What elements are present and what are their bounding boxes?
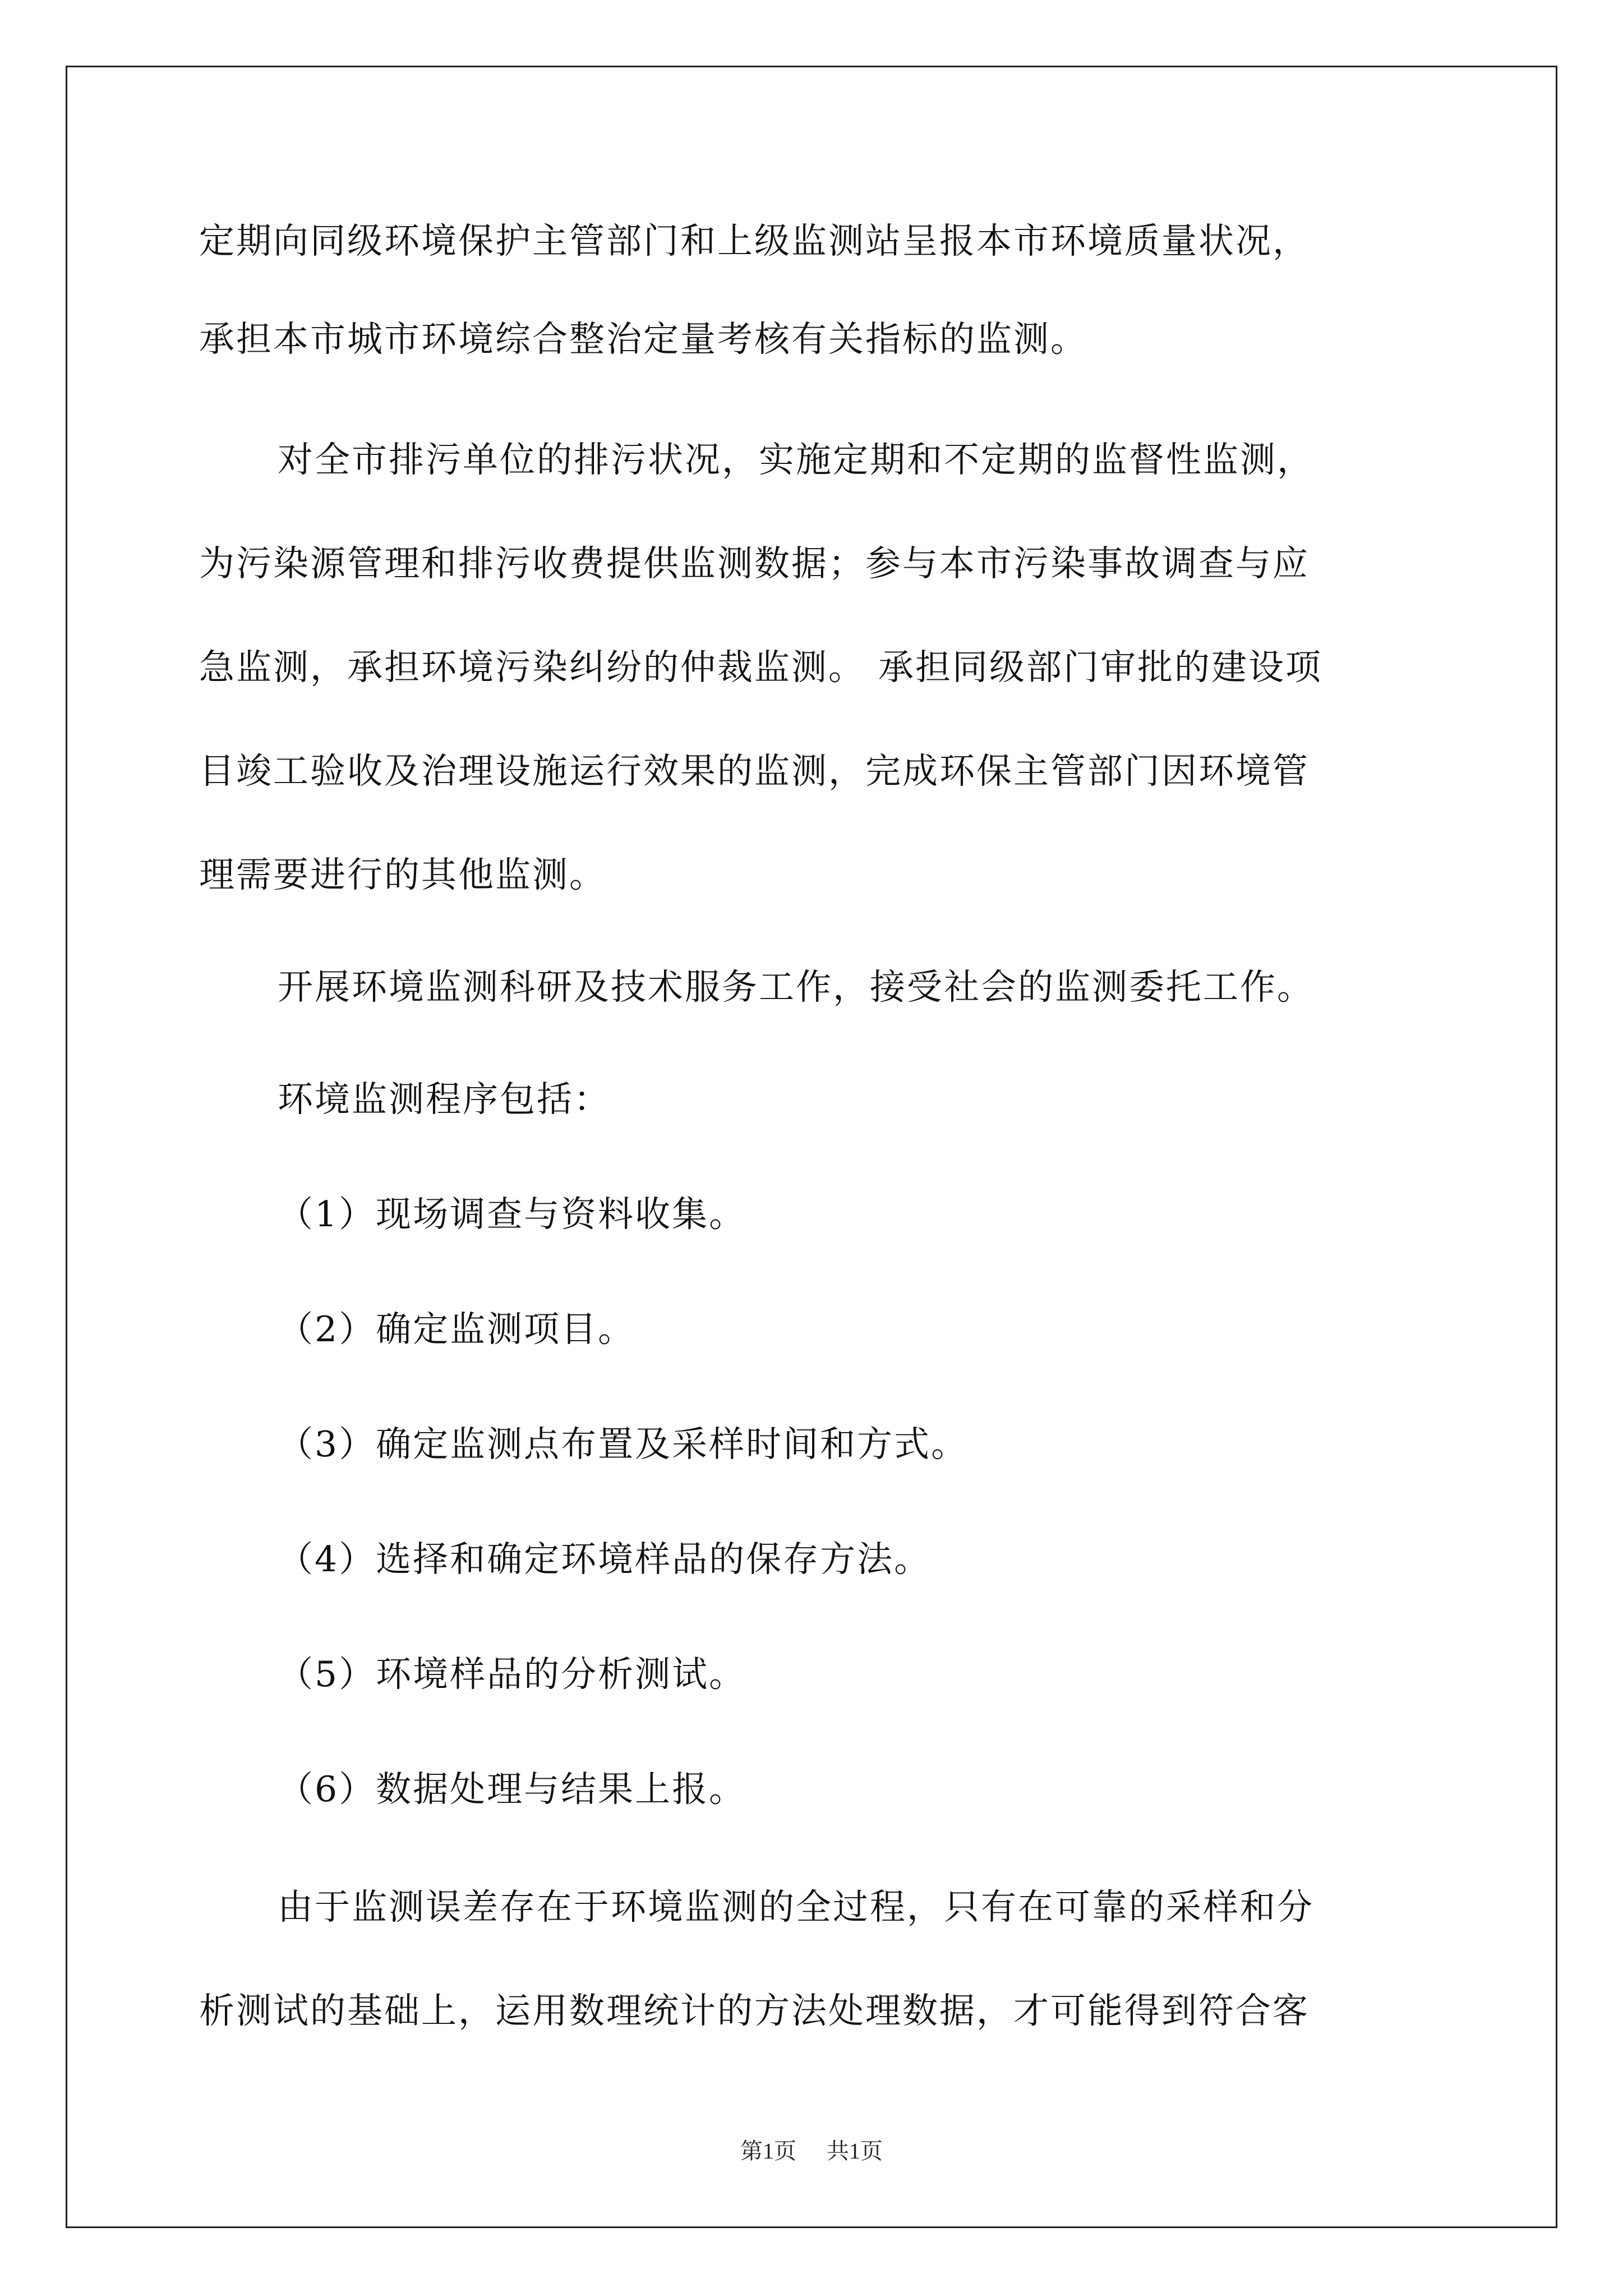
list-item: （6）数据处理与结果上报。: [278, 1769, 746, 1810]
text-line: 环境监测程序包括：: [278, 1079, 611, 1120]
text-line: 急监测，承担环境污染纠纷的仲裁监测。 承担同级部门审批的建设项: [199, 647, 1323, 688]
text-line: 由于监测误差存在于环境监测的全过程，只有在可靠的采样和分: [278, 1887, 1314, 1927]
total-pages: 共1页: [827, 2138, 883, 2164]
text-line: 目竣工验收及治理设施运行效果的监测，完成环保主管部门因环境管: [199, 751, 1310, 792]
text-line: 理需要进行的其他监测。: [199, 854, 606, 895]
text-line: 定期向同级环境保护主管部门和上级监测站呈报本市环境质量状况，: [199, 220, 1310, 261]
list-item: （4）选择和确定环境样品的保存方法。: [278, 1539, 932, 1580]
list-item: （1）现场调查与资料收集。: [278, 1194, 746, 1235]
list-item: （3）确定监测点布置及采样时间和方式。: [278, 1424, 969, 1465]
text-line: 析测试的基础上，运用数理统计的方法处理数据，才可能得到符合客: [199, 1990, 1310, 2031]
list-item: （2）确定监测项目。: [278, 1309, 635, 1350]
text-line: 对全市排污单位的排污状况，实施定期和不定期的监督性监测，: [278, 439, 1314, 480]
page-footer: [0, 2137, 1623, 2165]
page-number: 第1页: [740, 2138, 796, 2164]
text-line: 开展环境监测科研及技术服务工作，接受社会的监测委托工作。: [278, 967, 1314, 1007]
list-item: （5）环境样品的分析测试。: [278, 1654, 746, 1695]
text-line: 为污染源管理和排污收费提供监测数据；参与本市污染事故调查与应: [199, 543, 1310, 584]
text-line: 承担本市城市环境综合整治定量考核有关指标的监测。: [199, 319, 1087, 360]
